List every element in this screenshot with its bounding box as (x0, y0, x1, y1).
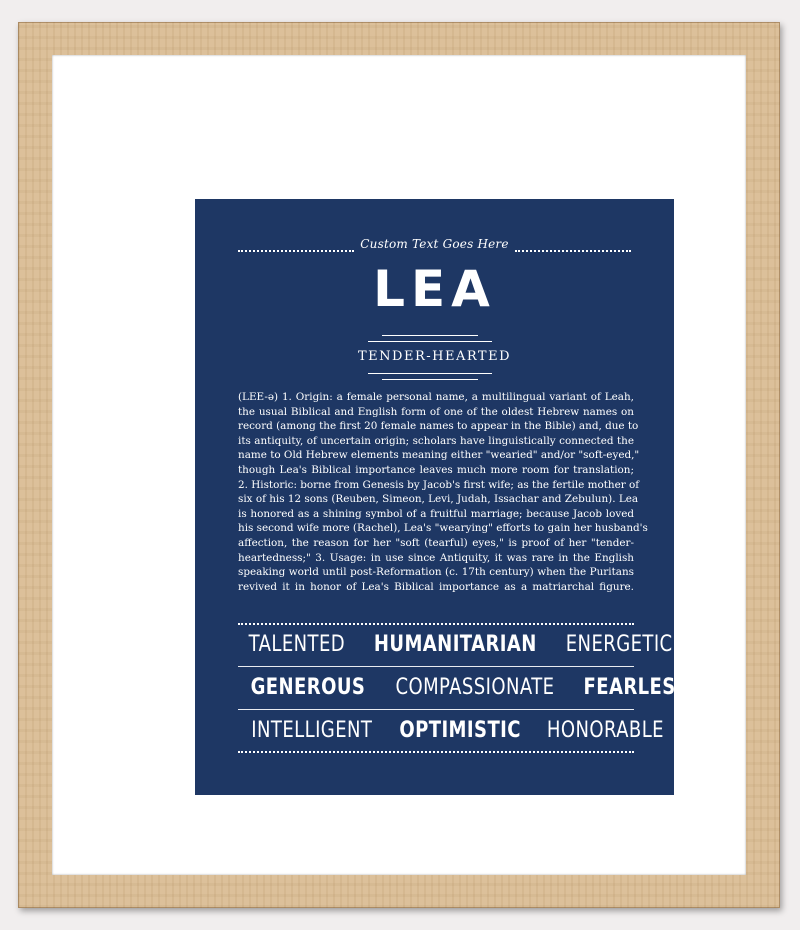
name-meaning-print (195, 199, 689, 795)
traits-row-1 (238, 632, 673, 658)
meaning-underline-top (368, 373, 492, 374)
definition-line: name to Old Hebrew elements meaning either "wearied" and/or "soft-eyed," (238, 449, 640, 462)
traits-row-3 (238, 718, 664, 744)
definition-line: is honored as a shining symbol of a fruitful marriage; because Jacob loved (238, 507, 634, 520)
traits-divider-2 (238, 709, 634, 710)
trait-word: TALENTED (248, 632, 346, 657)
custom-text: Custom Text Goes Here (360, 237, 509, 251)
definition-line: the usual Biblical and English form of one of the oldest Hebrew names on (238, 405, 634, 418)
traits-row-2 (238, 675, 689, 701)
definition-line: its antiquity, of uncertain origin; scholars have linguistically connected the (238, 434, 634, 447)
definition-line: affection, the reason for her "soft (tearful) eyes," is proof of her "tender- (238, 536, 634, 549)
traits-top-dotted-rule (238, 623, 634, 625)
meaning-underline-bottom (382, 379, 478, 380)
trait-word: INTELLIGENT (251, 718, 373, 743)
name-definition (238, 390, 648, 594)
trait-word: COMPASSIONATE (395, 675, 555, 700)
trait-word: OPTIMISTIC (398, 718, 521, 743)
definition-line: six of his 12 sons (Reuben, Simeon, Levi, Judah, Issachar and Zebulun). Lea (238, 493, 639, 506)
name-underline-top (382, 335, 478, 336)
definition-line: speaking world until post-Reformation (c. 17th century) when the Puritans (238, 566, 634, 579)
definition-line: 2. Historic: borne from Genesis by Jacob's first wife; as the fertile mother of (238, 478, 640, 491)
name-underline-bottom (368, 341, 492, 342)
trait-word: GENEROUS (250, 675, 366, 700)
definition-line: (LEE-ə) 1. Origin: a female personal name, a multilingual variant of Leah, (238, 391, 634, 403)
definition-line: his second wife more (Rachel), Lea's "wearying" efforts to gain her husband's (238, 522, 648, 535)
definition-line: record (among the first 20 female names to appear in the Bible) and, due to (238, 420, 639, 433)
trait-word: HONORABLE (546, 718, 664, 743)
white-mat (52, 55, 746, 875)
trait-word: HUMANITARIAN (373, 632, 537, 657)
trait-word: FEARLESS (583, 675, 689, 700)
traits-divider-1 (238, 666, 634, 667)
trait-word: ENERGETIC (566, 632, 673, 657)
traits-bottom-dotted-rule (238, 751, 634, 753)
wood-frame (18, 22, 780, 908)
definition-line: heartedness;" 3. Usage: in use since Antiquity, it was rare in the English (238, 551, 634, 564)
definition-line: revived it in honor of Lea's Biblical importance as a matriarchal figure. (238, 580, 634, 593)
definition-line: though Lea's Biblical importance leaves much more room for translation; (238, 463, 634, 476)
name-meaning: TENDER-HEARTED (358, 349, 511, 364)
name-title: LEA (373, 260, 496, 318)
